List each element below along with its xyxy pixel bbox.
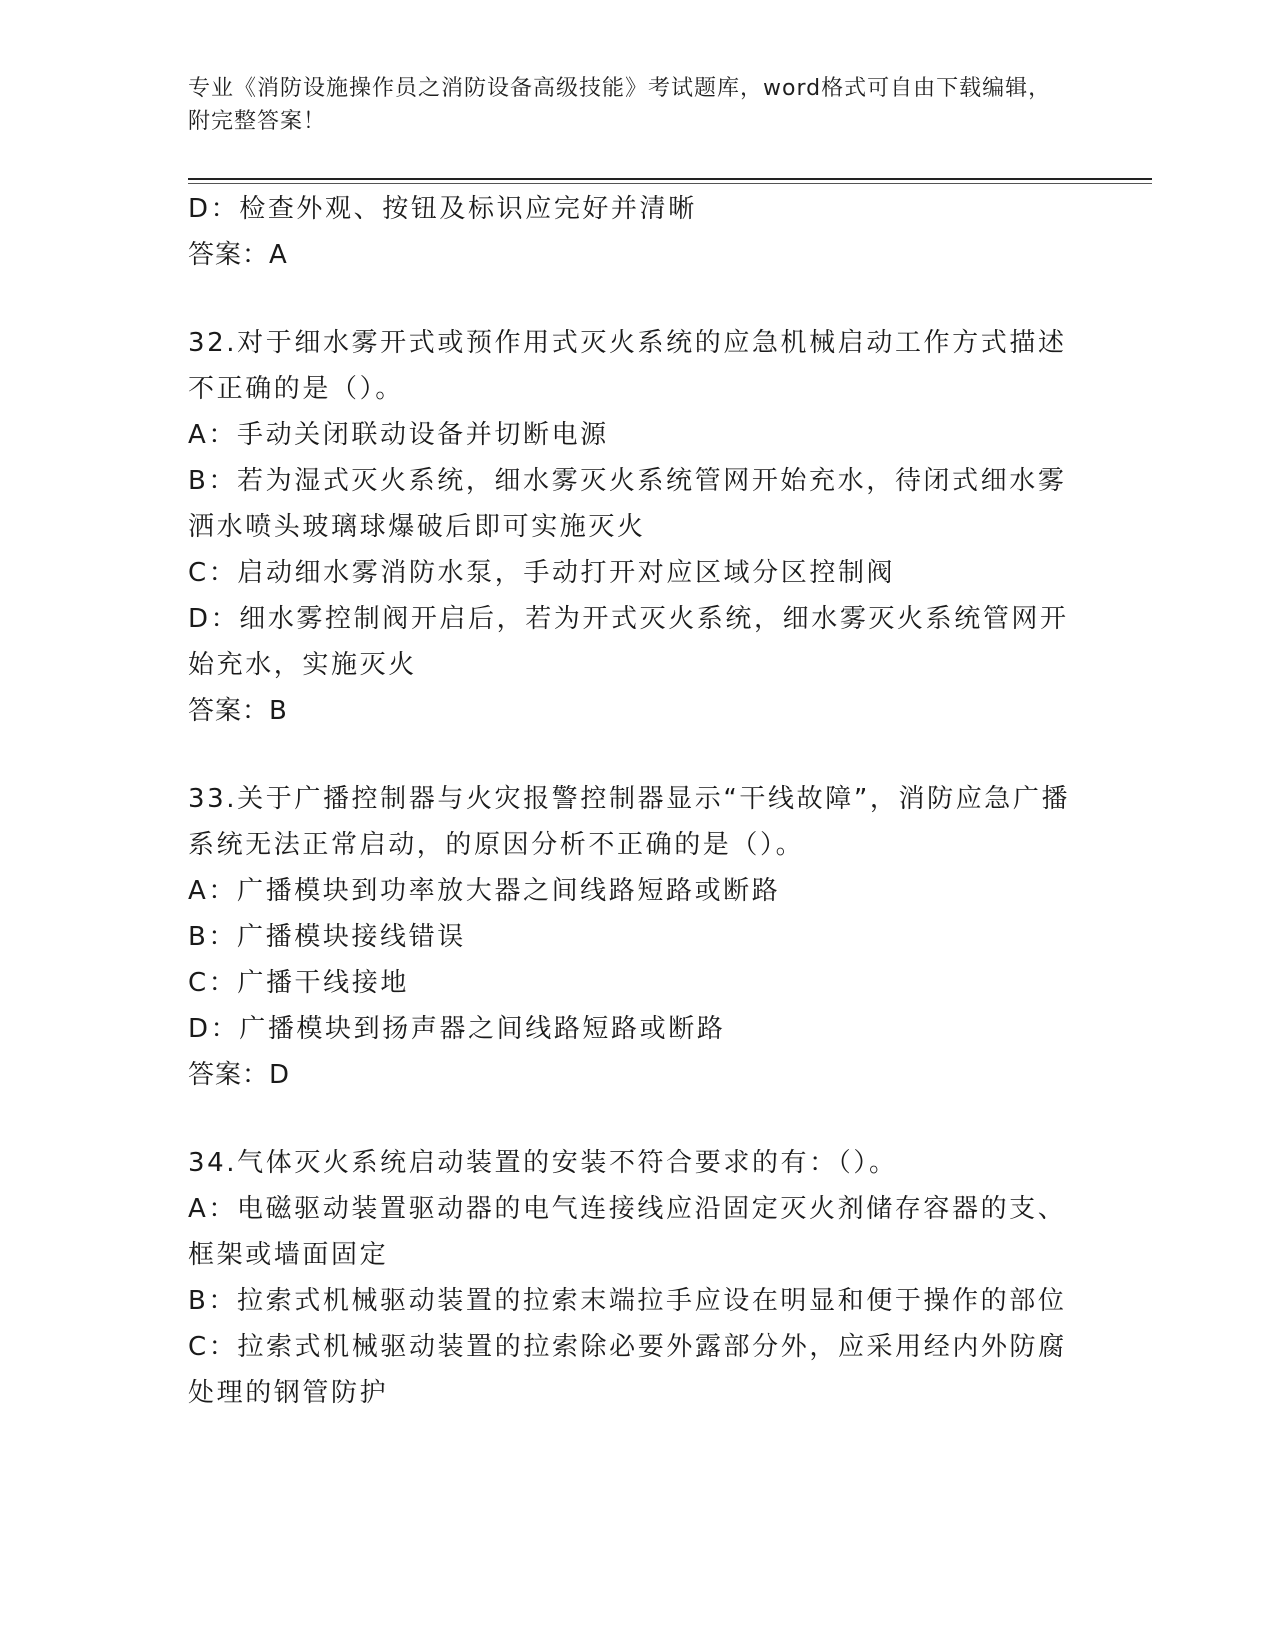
question-title: 32.对于细水雾开式或预作用式灭火系统的应急机械启动工作方式描述不正确的是（）。 <box>188 328 1067 404</box>
answer: 答案：D <box>188 1060 291 1090</box>
page-header: 专业《消防设施操作员之消防设备高级技能》考试题库，word格式可自由下载编辑，附完整答案！ <box>188 76 1052 134</box>
option-b: B：广播模块接线错误 <box>188 922 466 952</box>
option-b: B：若为湿式灭火系统，细水雾灭火系统管网开始充水，待闭式细水雾洒水喷头玻璃球爆破后即可实施灭火 <box>188 466 1067 542</box>
spacer <box>188 1098 1088 1140</box>
header-divider-thin <box>188 183 1152 184</box>
question-content <box>188 186 1088 1416</box>
option-d: D：广播模块到扬声器之间线路短路或断路 <box>188 1014 726 1044</box>
option-a: A：电磁驱动装置驱动器的电气连接线应沿固定灭火剂储存容器的支、框架或墙面固定 <box>188 1194 1067 1270</box>
option-d: D：细水雾控制阀开启后，若为开式灭火系统，细水雾灭火系统管网开始充水，实施灭火 <box>188 604 1069 680</box>
prev-answer: 答案：A <box>188 240 288 270</box>
question-title: 34.气体灭火系统启动装置的安装不符合要求的有：（）。 <box>188 1148 898 1178</box>
option-a: A：广播模块到功率放大器之间线路短路或断路 <box>188 876 781 906</box>
spacer <box>188 278 1088 320</box>
option-c: C：广播干线接地 <box>188 968 409 998</box>
prev-option-d: D：检查外观、按钮及标识应完好并清晰 <box>188 194 697 224</box>
option-b: B：拉索式机械驱动装置的拉索末端拉手应设在明显和便于操作的部位 <box>188 1286 1067 1316</box>
option-c: C：启动细水雾消防水泵，手动打开对应区域分区控制阀 <box>188 558 896 588</box>
question-34 <box>188 1140 1088 1416</box>
question-33 <box>188 776 1088 1098</box>
option-a: A：手动关闭联动设备并切断电源 <box>188 420 609 450</box>
answer: 答案：B <box>188 696 288 726</box>
question-32 <box>188 320 1088 734</box>
spacer <box>188 734 1088 776</box>
header-divider-thick <box>188 178 1152 180</box>
option-c: C：拉索式机械驱动装置的拉索除必要外露部分外，应采用经内外防腐处理的钢管防护 <box>188 1332 1067 1408</box>
question-title: 33.关于广播控制器与火灾报警控制器显示“干线故障”，消防应急广播系统无法正常启动，的原因分析不正确的是（）。 <box>188 784 1071 860</box>
